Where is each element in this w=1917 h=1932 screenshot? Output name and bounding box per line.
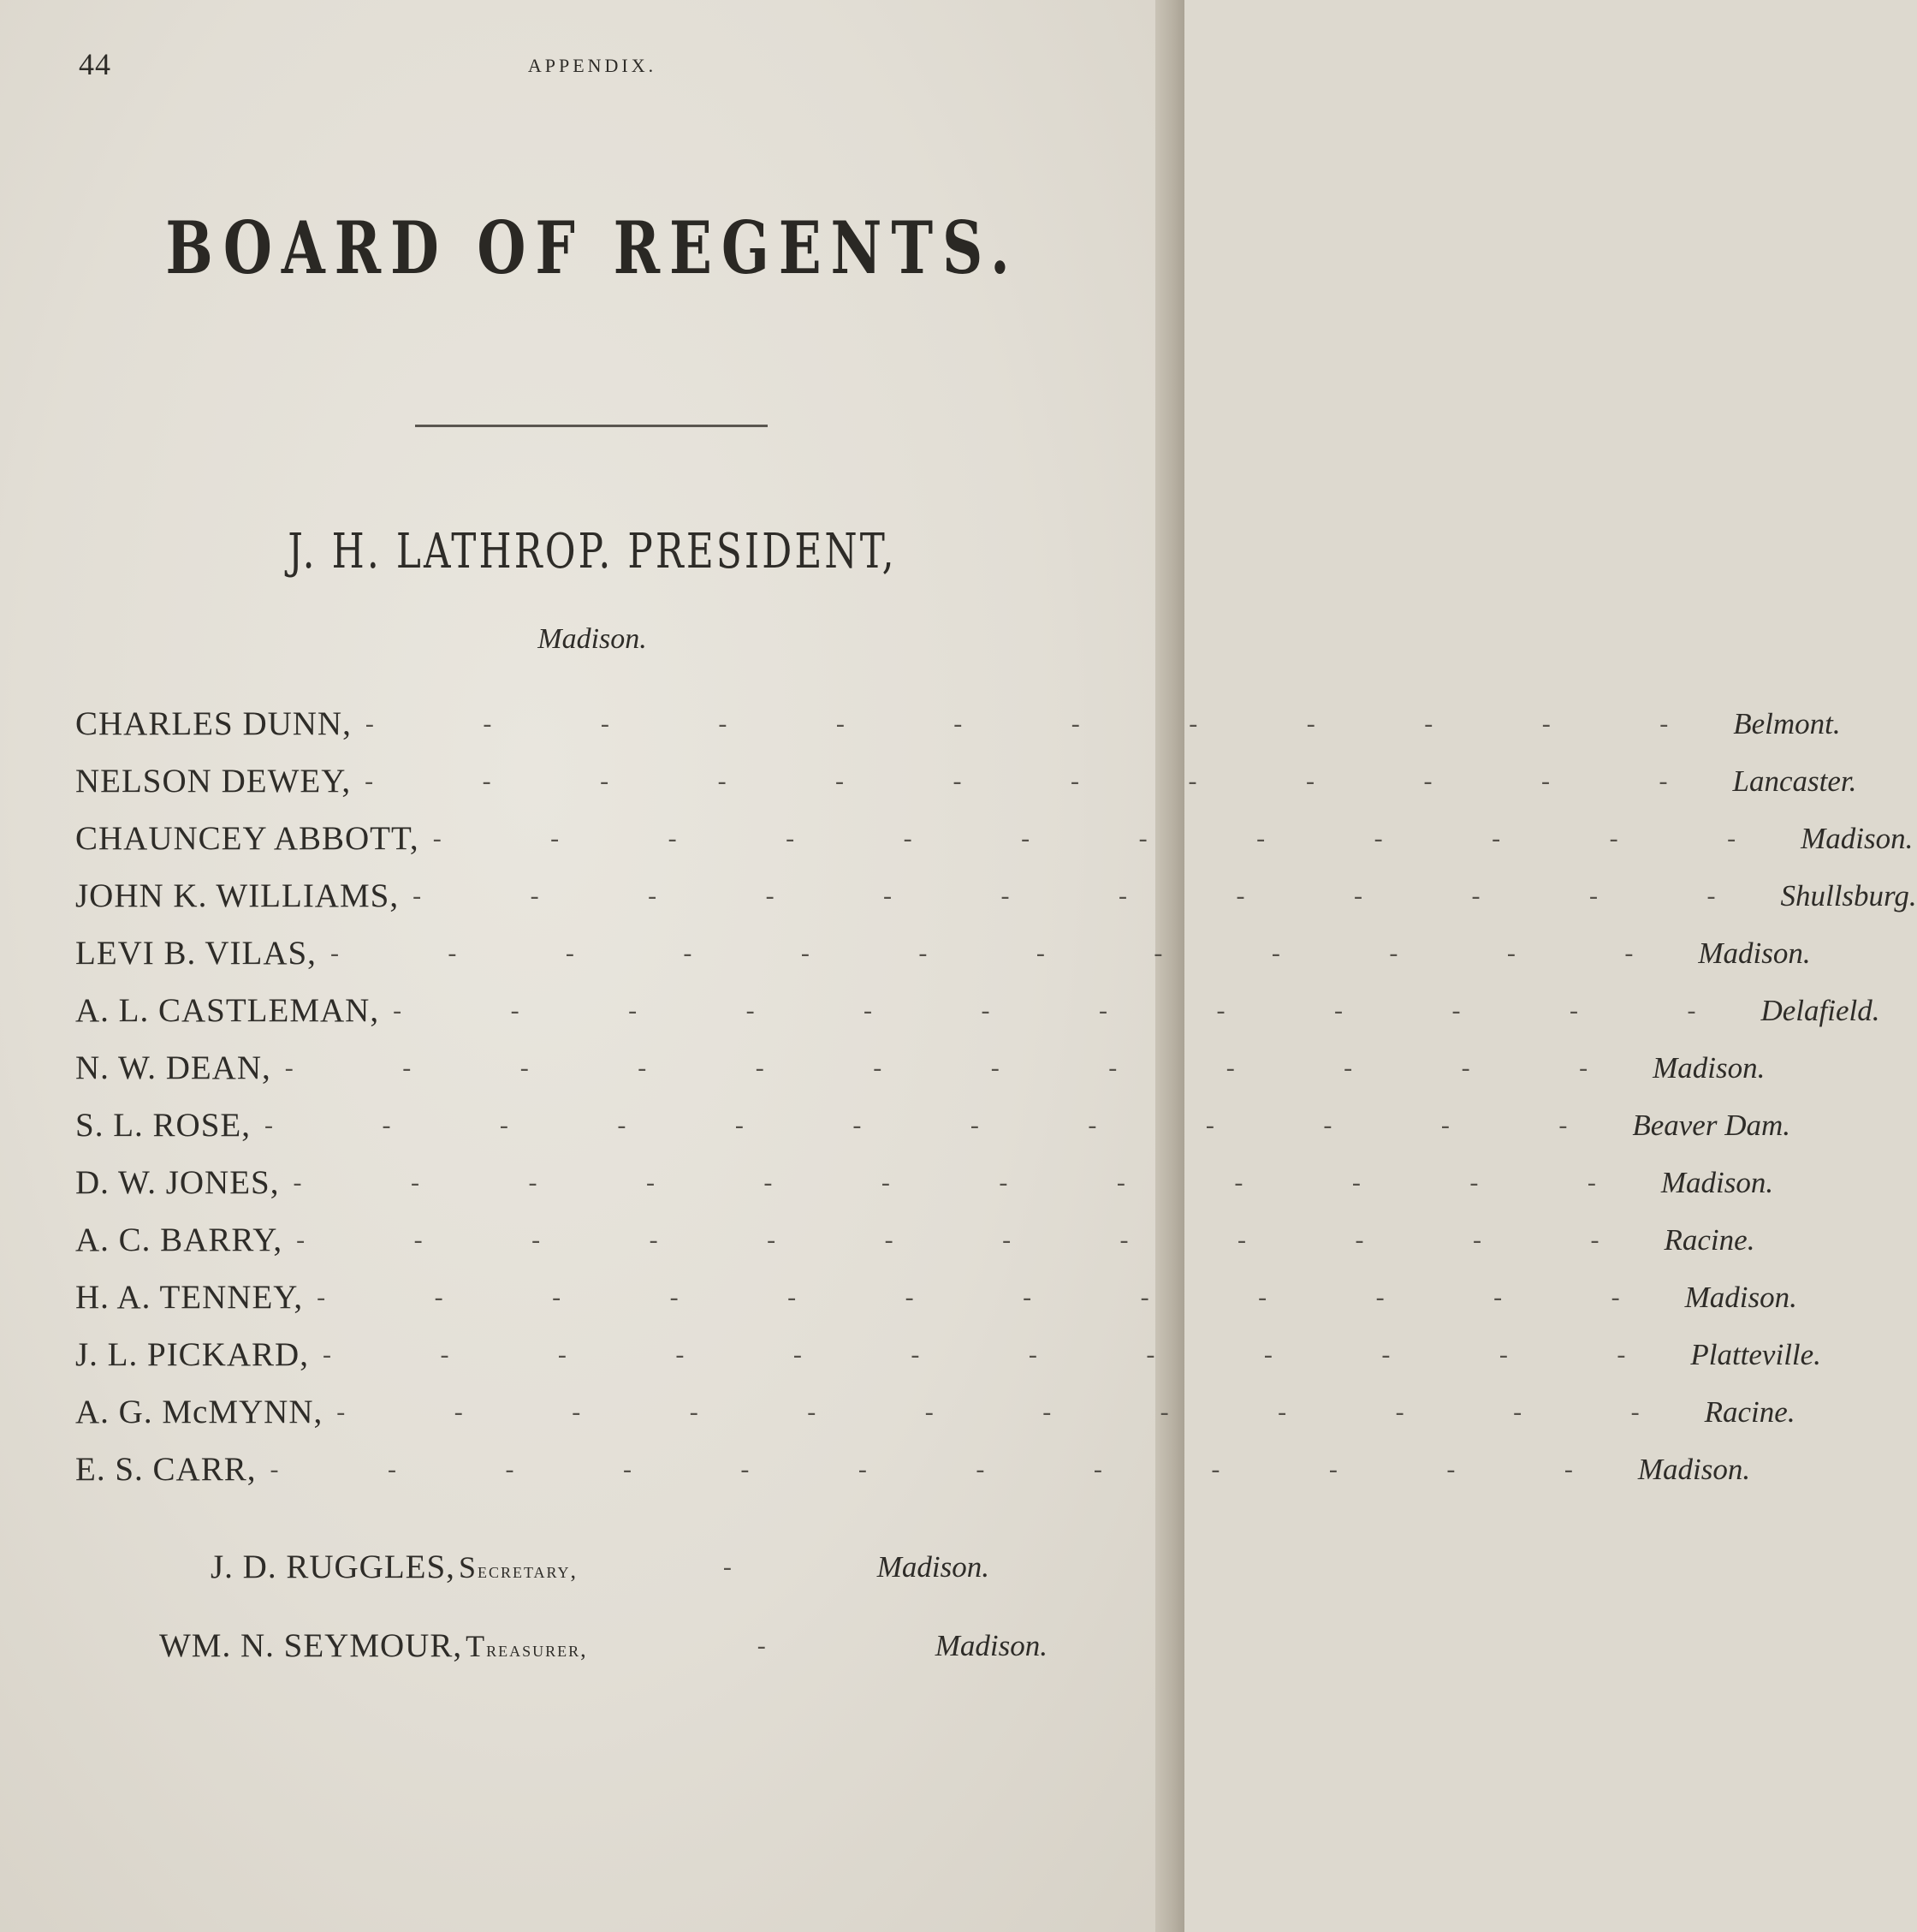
- regent-name: NELSON DEWEY,: [75, 763, 352, 800]
- dot-leader: - - - - - - - - - - - -: [412, 881, 1767, 910]
- regent-row: [75, 1326, 1821, 1383]
- dot-leader: - - - - - - - - - - - -: [336, 1397, 1691, 1426]
- dot-leader: - - - - - - - - - - - -: [296, 1225, 1651, 1254]
- regent-place: Madison.: [1801, 821, 1914, 855]
- dot-leader: - - - - - - - - - - - -: [432, 823, 1788, 853]
- dot-leader: - - - - - - - - - - - -: [284, 1053, 1640, 1082]
- treasurer-name: WM. N. SEYMOUR,: [159, 1627, 463, 1664]
- secretary-name: J. D. RUGGLES,: [211, 1549, 455, 1585]
- regent-place: Racine.: [1704, 1394, 1795, 1429]
- regent-row: [75, 1441, 1751, 1498]
- president-line: J. H. LATHROP. PRESIDENT,: [288, 524, 897, 580]
- secretary-row: [211, 1548, 989, 1586]
- regent-row: [75, 1383, 1795, 1441]
- dot-leader: - - - - - - - - - - - -: [393, 996, 1748, 1025]
- dot-leader: - - - - - - - - - - - -: [264, 1110, 1619, 1139]
- regent-row: [75, 924, 1811, 982]
- secretary-title: Secretary,: [458, 1549, 579, 1584]
- regent-row: [75, 982, 1880, 1039]
- regent-place: Madison.: [1660, 1165, 1774, 1199]
- dot-leader: -: [757, 1631, 766, 1660]
- regent-name: S. L. ROSE,: [75, 1107, 251, 1144]
- regent-place: Belmont.: [1733, 706, 1841, 740]
- regent-row: [75, 1097, 1790, 1154]
- regent-place: Delafield.: [1760, 993, 1880, 1027]
- regent-row: [75, 752, 1857, 810]
- regent-name: A. C. BARRY,: [75, 1222, 283, 1258]
- regent-name: D. W. JONES,: [75, 1164, 280, 1201]
- president-place: Madison.: [537, 623, 647, 655]
- regent-name: H. A. TENNEY,: [75, 1279, 304, 1316]
- regent-name: CHARLES DUNN,: [75, 705, 352, 742]
- regent-list: [75, 695, 1917, 1498]
- regent-name: JOHN K. WILLIAMS,: [75, 877, 400, 914]
- treasurer-place: Madison.: [935, 1628, 1048, 1662]
- regent-row: [75, 1039, 1766, 1097]
- treasurer-row: [159, 1626, 1048, 1665]
- regent-place: Madison.: [1637, 1452, 1751, 1486]
- regent-name: A. L. CASTLEMAN,: [75, 992, 380, 1029]
- regent-row: [75, 1269, 1797, 1326]
- dot-leader: - - - - - - - - - - - -: [365, 766, 1719, 795]
- title-divider: [415, 425, 768, 427]
- regent-row: [75, 810, 1914, 867]
- regent-row: [75, 867, 1917, 924]
- regent-name: J. L. PICKARD,: [75, 1336, 309, 1373]
- running-head: APPENDIX.: [527, 55, 657, 76]
- regent-name: N. W. DEAN,: [75, 1049, 271, 1086]
- regent-place: Beaver Dam.: [1632, 1108, 1790, 1142]
- regent-place: Lancaster.: [1732, 764, 1857, 798]
- regent-name: E. S. CARR,: [75, 1451, 257, 1488]
- dot-leader: - - - - - - - - - - - -: [293, 1168, 1647, 1197]
- regent-name: LEVI B. VILAS,: [75, 935, 317, 972]
- regent-place: Platteville.: [1690, 1337, 1821, 1371]
- page-title: BOARD OF REGENTS.: [165, 205, 1019, 290]
- page-number: 44: [79, 47, 111, 81]
- dot-leader: - - - - - - - - - - - -: [322, 1340, 1677, 1369]
- regent-row: [75, 1211, 1755, 1269]
- regent-place: Racine.: [1664, 1222, 1755, 1257]
- dot-leader: - - - - - - - - - - - -: [329, 938, 1685, 967]
- regent-row: [75, 1154, 1774, 1211]
- regent-place: Madison.: [1684, 1280, 1797, 1314]
- dot-leader: -: [722, 1552, 732, 1581]
- regent-name: CHAUNCEY ABBOTT,: [75, 820, 419, 857]
- dot-leader: - - - - - - - - - - - -: [317, 1282, 1671, 1311]
- regent-name: A. G. McMYNN,: [75, 1394, 323, 1430]
- regent-place: Madison.: [1698, 936, 1811, 970]
- dot-leader: - - - - - - - - - - - -: [365, 709, 1720, 738]
- regent-row: [75, 695, 1841, 752]
- treasurer-title: Treasurer,: [466, 1628, 588, 1663]
- secretary-place: Madison.: [876, 1549, 989, 1584]
- regent-place: Shullsburg.: [1780, 878, 1917, 912]
- regent-place: Madison.: [1653, 1050, 1766, 1085]
- dot-leader: - - - - - - - - - - - -: [270, 1454, 1624, 1483]
